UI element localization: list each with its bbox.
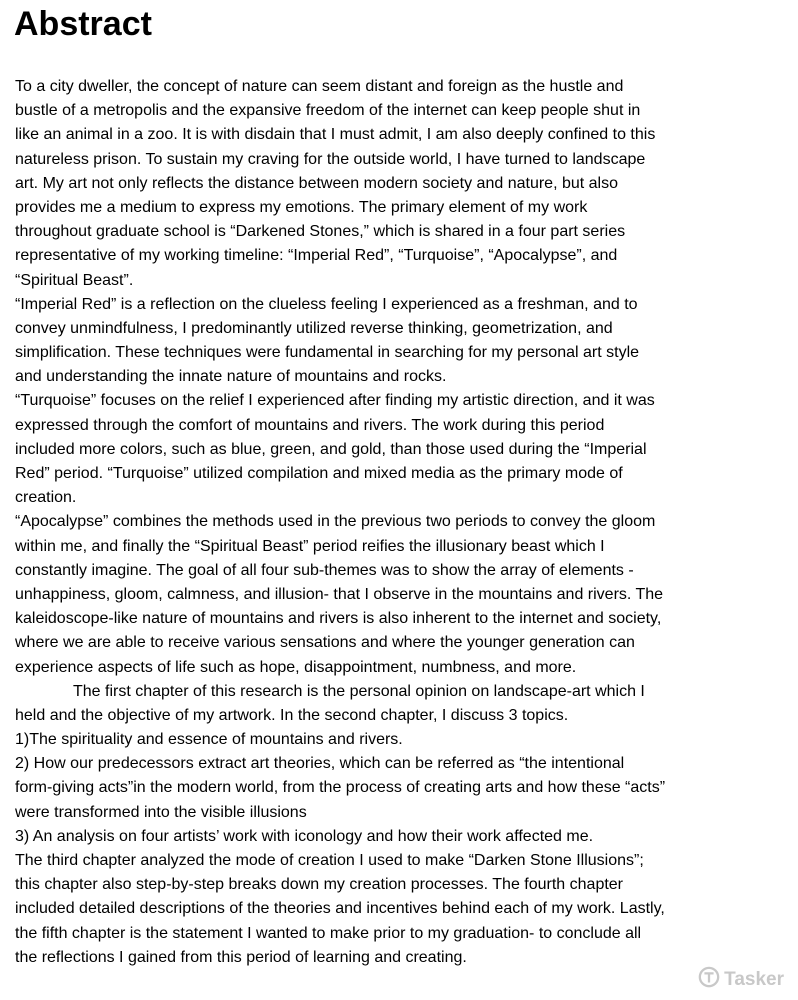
abstract-body: [15, 75, 785, 970]
text-line: 2) How our predecessors extract art theories, which can be referred as “the intentional: [15, 755, 625, 773]
text-line: kaleidoscope-like nature of mountains and rivers is also inherent to the internet and society,: [15, 610, 662, 628]
text-line: “Imperial Red” is a reflection on the clueless feeling I experienced as a freshman, and to: [15, 295, 638, 313]
tasker-logo-icon: [698, 966, 720, 994]
text-line: representative of my working timeline: “Imperial Red”, “Turquoise”, “Apocalypse”, and: [15, 247, 618, 265]
text-line: The first chapter of this research is the personal opinion on landscape-art which I: [73, 682, 645, 700]
text-line: within me, and finally the “Spiritual Beast” period reifies the illusionary beast which I: [15, 537, 605, 555]
text-line: art. My art not only reflects the distance between modern society and nature, but also: [15, 174, 618, 192]
text-line: 1)The spirituality and essence of mountains and rivers.: [15, 731, 403, 749]
text-line: the fifth chapter is the statement I wanted to make prior to my graduation- to conclude all: [15, 924, 642, 942]
text-line: form-giving acts”in the modern world, from the process of creating arts and how these “acts”: [15, 779, 666, 797]
text-line: this chapter also step-by-step breaks down my creation processes. The fourth chapter: [15, 876, 624, 894]
text-line: and understanding the innate nature of mountains and rocks.: [15, 368, 447, 386]
text-line: throughout graduate school is “Darkened Stones,” which is shared in a four part series: [15, 223, 626, 241]
text-line: “Turquoise” focuses on the relief I experienced after finding my artistic direction, and it was: [15, 392, 655, 410]
page-title: Abstract: [14, 5, 152, 43]
watermark: [698, 966, 784, 994]
text-line: simplification. These techniques were fundamental in searching for my personal art style: [15, 344, 640, 362]
text-line: experience aspects of life such as hope, disappointment, numbness, and more.: [15, 658, 577, 676]
text-line: like an animal in a zoo. It is with disdain that I must admit, I am also deeply confined to this: [15, 126, 656, 144]
text-line: constantly imagine. The goal of all four sub-themes was to show the array of elements -: [15, 561, 634, 579]
text-line: 3) An analysis on four artists’ work with iconology and how their work affected me.: [15, 827, 594, 845]
text-line: were transformed into the visible illusions: [15, 803, 307, 821]
text-line: held and the objective of my artwork. In the second chapter, I discuss 3 topics.: [15, 706, 569, 724]
text-line: creation.: [15, 489, 77, 507]
text-line: convey unmindfulness, I predominantly utilized reverse thinking, geometrization, and: [15, 319, 613, 337]
text-line: The third chapter analyzed the mode of creation I used to make “Darken Stone Illusions”;: [15, 852, 644, 869]
text-line: To a city dweller, the concept of nature can seem distant and foreign as the hustle and: [15, 78, 624, 95]
text-line: “Spiritual Beast”.: [15, 271, 134, 289]
text-line: natureless prison. To sustain my craving for the outside world, I have turned to landscape: [15, 150, 646, 168]
text-line: the reflections I gained from this period of learning and creating.: [15, 948, 467, 966]
text-line: included detailed descriptions of the theories and incentives behind each of my work. Lastly,: [15, 900, 665, 918]
text-line: unhappiness, gloom, calmness, and illusion- that I observe in the mountains and rivers. The: [15, 585, 664, 603]
watermark-text: Tasker: [724, 969, 784, 990]
text-line: bustle of a metropolis and the expansive freedom of the internet can keep people shut in: [15, 102, 641, 120]
text-line: Red” period. “Turquoise” utilized compilation and mixed media as the primary mode of: [15, 465, 623, 482]
text-line: expressed through the comfort of mountains and rivers. The work during this period: [15, 416, 605, 434]
text-line: included more colors, such as blue, green, and gold, than those used during the “Imperial: [15, 440, 647, 458]
text-line: “Apocalypse” combines the methods used in the previous two periods to convey the gloom: [15, 513, 656, 531]
text-line: provides me a medium to express my emotions. The primary element of my work: [15, 198, 588, 216]
text-line: where we are able to receive various sensations and where the younger generation can: [15, 634, 635, 652]
